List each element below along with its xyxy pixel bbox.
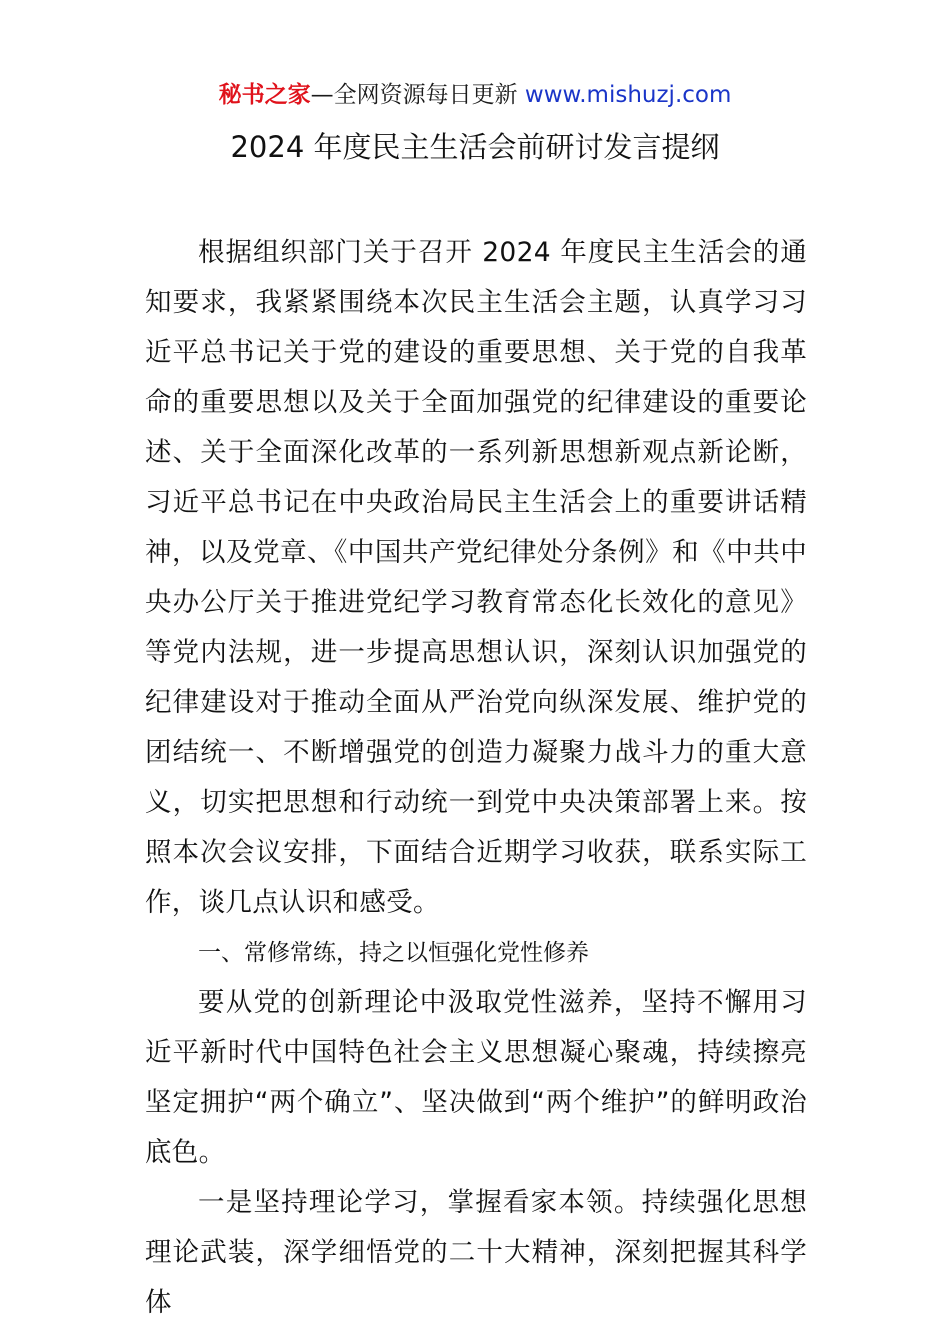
- section-paragraph: 要从党的创新理论中汲取党性滋养，坚持不懈用习近平新时代中国特色社会主义思想凝心聚魂，持续擦亮坚定拥护“两个确立”、坚决做到“两个维护”的鲜明政治底色。: [145, 987, 807, 1168]
- brand-name: 秘书之家: [218, 82, 311, 108]
- site-link[interactable]: www.mishuzj.com: [524, 82, 732, 108]
- site-banner: [0, 78, 950, 112]
- banner-tagline: —全网资源每日更新: [310, 82, 525, 108]
- point-paragraph: 一是坚持理论学习，掌握看家本领。持续强化思想理论武装，深学细悟党的二十大精神，深刻把握其科学体: [145, 1187, 807, 1318]
- document-title: 2024 年度民主生活会前研讨发言提纲: [230, 130, 720, 164]
- section-heading: 一、常修常练，持之以恒强化党性修养: [198, 940, 589, 966]
- intro-paragraph: 根据组织部门关于召开 2024 年度民主生活会的通知要求，我紧紧围绕本次民主生活会主题，认真学习习近平总书记关于党的建设的重要思想、关于党的自我革命的重要思想以及关于全面加强党的纪律建设的重要论述、关于全面深化改革的一系列新思想新观点新论断，习近平总书记在中央政治局民主生活会上的重要讲话精神，以及党章、《中国共产党纪律处分条例》和《中共中央办公厅关于推进党纪学习教育常态化长效化的意见》等党内法规，进一步提高思想认识，深刻认识加强党的纪律建设对于推动全面从严治党向纵深发展、维护党的团结统一、不断增强党的创造力凝聚力战斗力的重大意义，切实把思想和行动统一到党中央决策部署上来。按照本次会议安排，下面结合近期学习收获，联系实际工作，谈几点认识和感受。: [145, 237, 807, 918]
- document-body: [145, 228, 807, 1328]
